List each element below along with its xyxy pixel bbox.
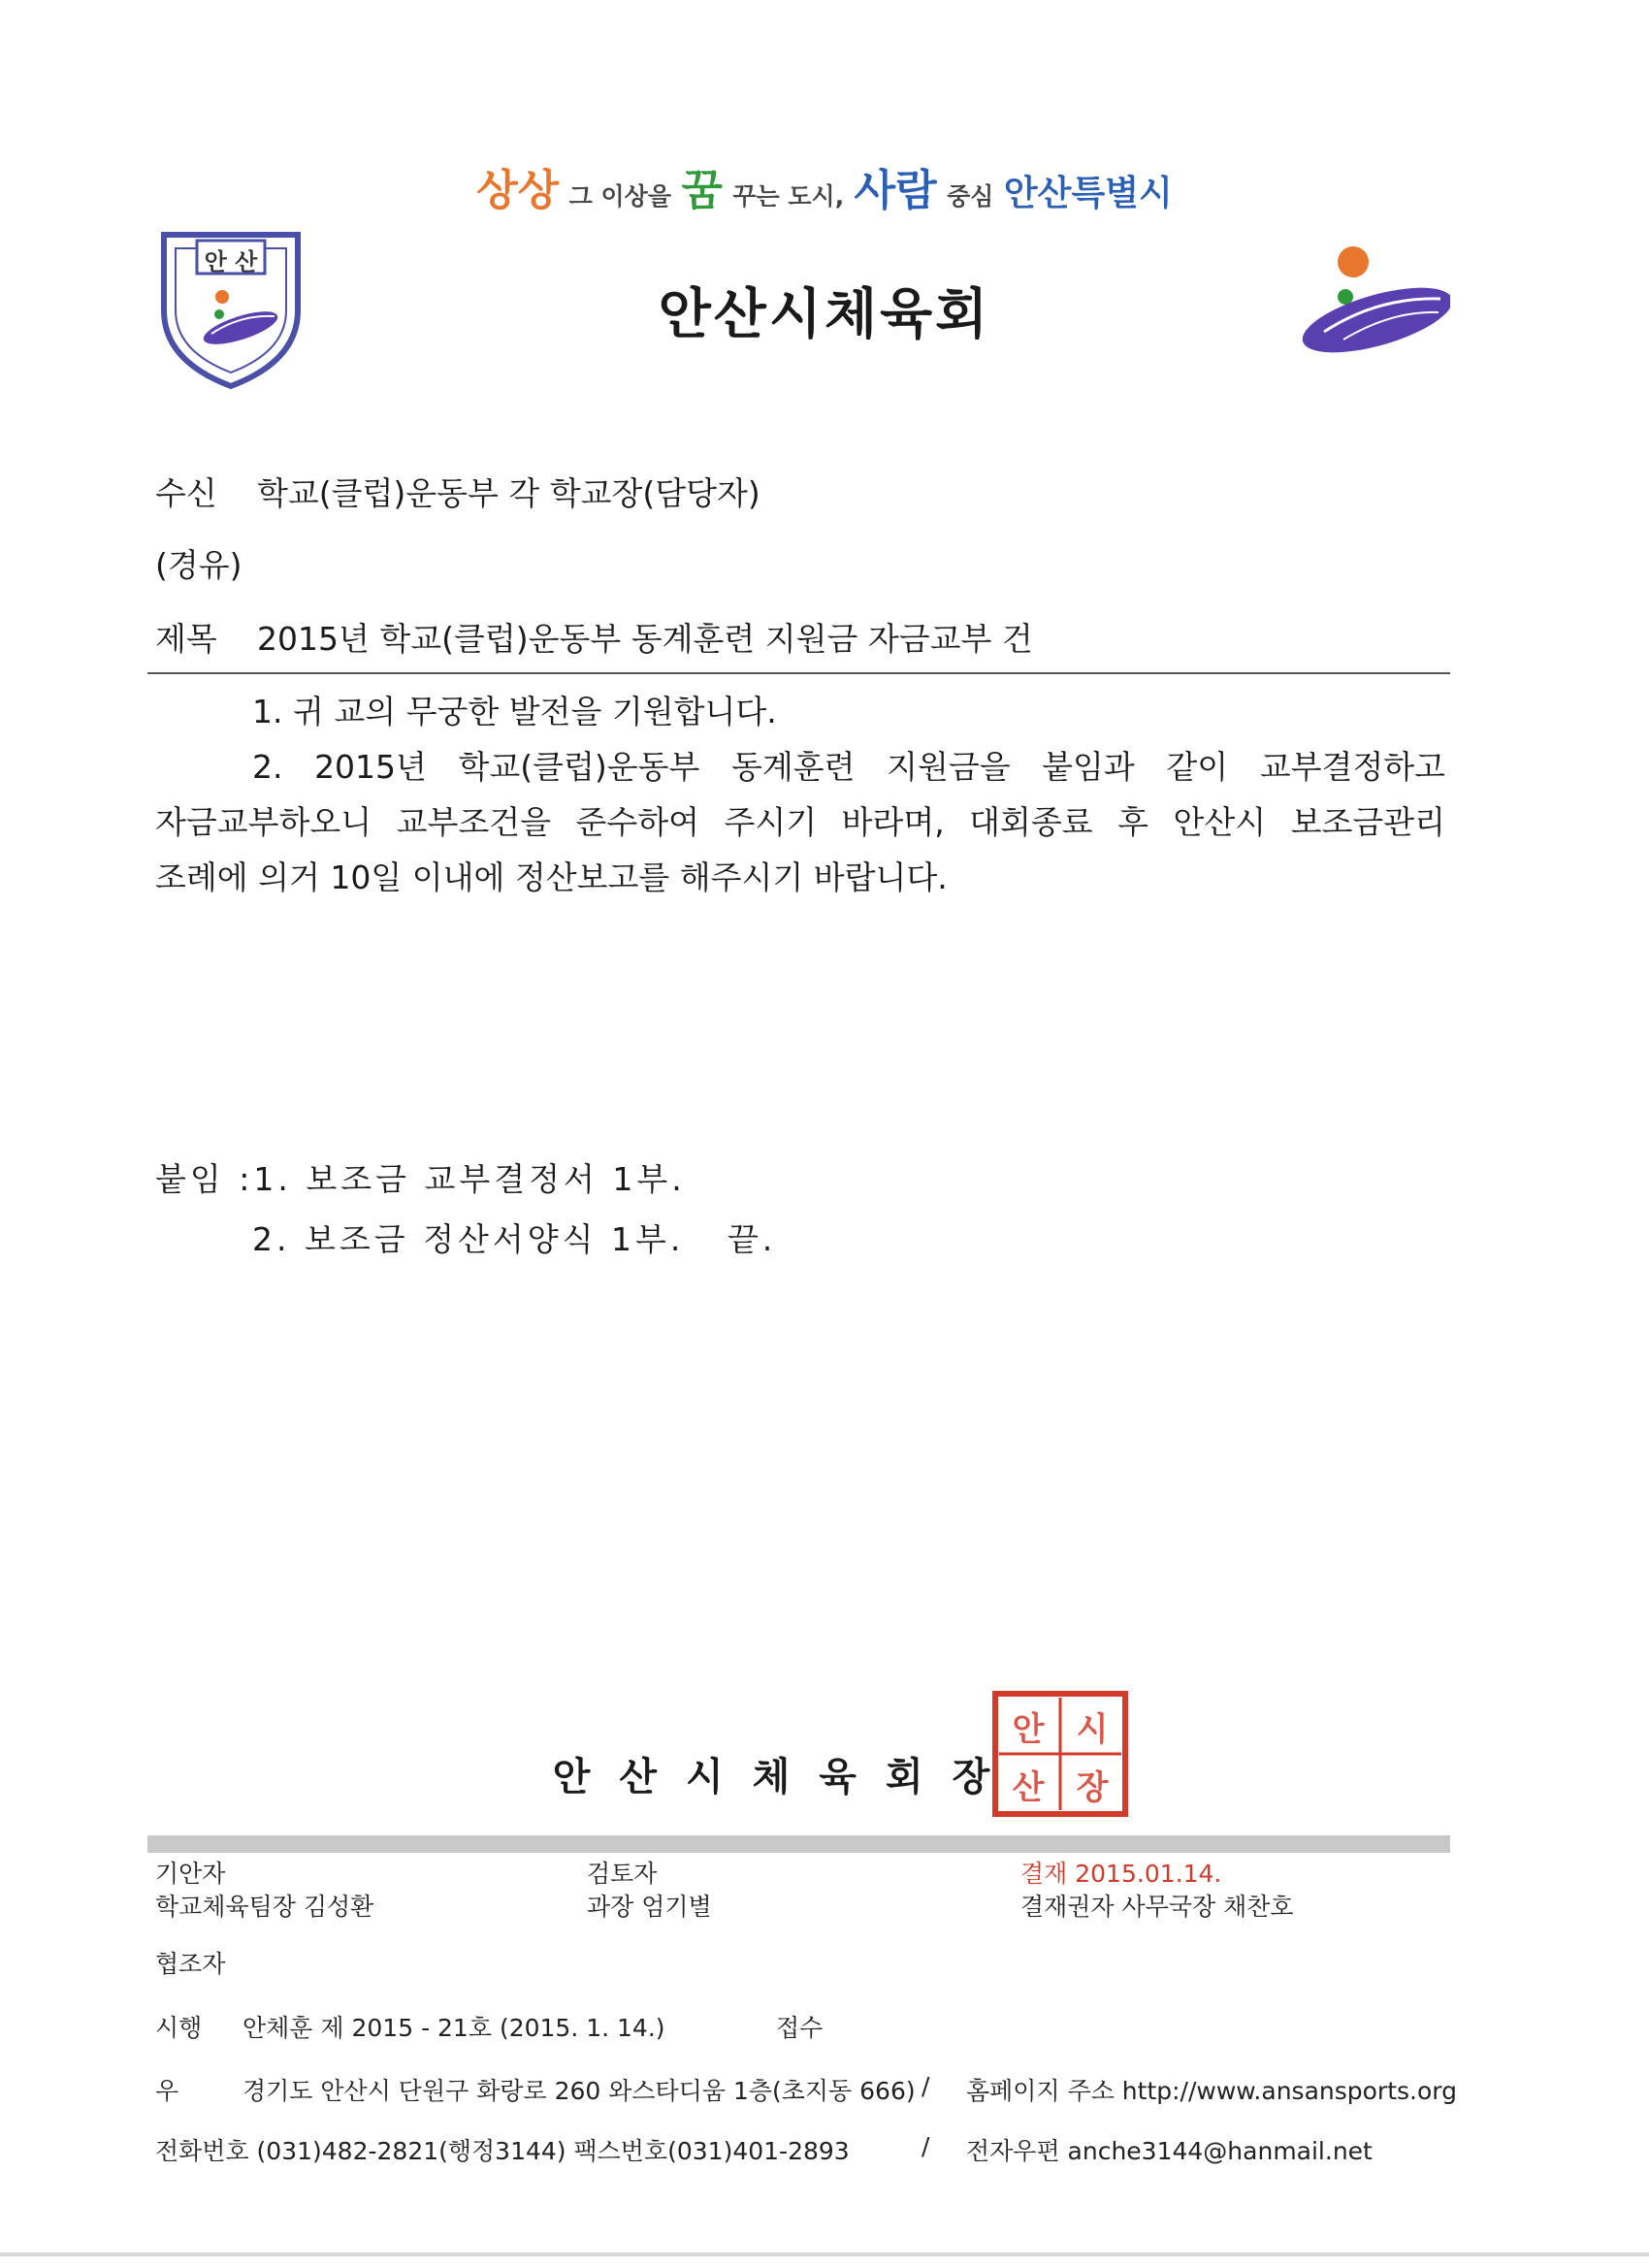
attachments — [155, 1150, 776, 1270]
subject-row — [155, 614, 1033, 660]
slogan-word-imagination: 상상 — [476, 166, 560, 215]
reviewer-label: 검토자 — [587, 1860, 658, 1888]
header-divider — [147, 672, 1450, 674]
slogan-text: 그 이상을 — [568, 182, 671, 211]
separator-slash: / — [922, 2072, 930, 2100]
page-bottom-edge — [0, 2252, 1649, 2256]
attachment-item-1: 1. 보조금 교부결정서 1부. — [253, 1160, 686, 1198]
phone-fax: 전화번호 (031)482-2821(행정3144) 팩스번호(031)401-2893 — [155, 2137, 850, 2165]
slogan-text: 중심 — [947, 182, 994, 211]
organization-title: 안산시체육회 — [658, 283, 991, 346]
recipient-value: 학교(클럽)운동부 각 학교장(담당자) — [257, 474, 760, 512]
cooperator-label: 협조자 — [155, 1950, 226, 1978]
address-label: 우 — [155, 2077, 179, 2105]
slogan-text: 꾸는 도시, — [732, 182, 845, 211]
subject-label: 제목 — [155, 620, 217, 658]
receipt-label: 접수 — [776, 2014, 824, 2042]
footer-divider-band — [147, 1835, 1450, 1853]
body-paragraph-1: 1. 귀 교의 무궁한 발전을 기원합니다. — [252, 693, 777, 730]
subject-value: 2015년 학교(클럽)운동부 동계훈련 지원금 자금교부 건 — [257, 620, 1033, 658]
drafter-label: 기안자 — [155, 1860, 226, 1888]
homepage-url: 홈페이지 주소 http://www.ansansports.org — [966, 2077, 1457, 2105]
svg-text:장: 장 — [1076, 1768, 1109, 1807]
document-body — [155, 684, 1445, 905]
via-row — [155, 540, 242, 586]
email-address: 전자우편 anche3144@hanmail.net — [966, 2137, 1373, 2165]
body-paragraph-2-line-3: 조례에 의거 10일 이내에 정산보고를 해주시기 바랍니다. — [155, 859, 948, 896]
body-paragraph-2-line-2: 자금교부하오니 교부조건을 준수하여 주시기 바라며, 대회종료 후 안산시 보조금관리 — [155, 803, 1445, 841]
approver-name: 결재권자 사무국장 채찬호 — [1020, 1893, 1294, 1921]
approval-date: 결재 2015.01.14. — [1020, 1860, 1222, 1888]
enforce-value: 안체훈 제 2015 - 21호 (2015. 1. 14.) — [242, 2014, 665, 2042]
recipient-label: 수신 — [155, 474, 217, 512]
attachment-line-2 — [155, 1210, 776, 1270]
svg-text:시: 시 — [1076, 1710, 1109, 1749]
attachments-label: 붙임 : — [155, 1160, 254, 1198]
body-paragraph-2-line-1: 2. 2015년 학교(클럽)운동부 동계훈련 지원금을 붙임과 같이 교부결정하고 — [252, 748, 1445, 786]
svg-text:안: 안 — [1012, 1710, 1045, 1749]
ansan-sports-logo-icon — [1285, 243, 1450, 369]
city-slogan — [0, 155, 1649, 217]
recipient-row — [155, 469, 760, 514]
slogan-word-dream: 꿈 — [681, 166, 723, 215]
address-value: 경기도 안산시 단원구 화랑로 260 와스타디움 1층(초지동 666) — [242, 2077, 916, 2105]
separator-slash: / — [922, 2132, 930, 2160]
attachment-item-2: 2. 보조금 정산서양식 1부. — [252, 1220, 685, 1258]
emblem-label: 안 산 — [204, 248, 258, 275]
signoff-title: 안산시체육회장 — [552, 1755, 1019, 1799]
svg-text:산: 산 — [1012, 1768, 1045, 1807]
attachment-line-1 — [155, 1150, 776, 1210]
via-label: (경유) — [155, 546, 242, 584]
slogan-city: 안산특별시 — [1003, 174, 1173, 213]
end-mark: 끝. — [727, 1220, 777, 1258]
drafter-name: 학교체육팀장 김성환 — [155, 1893, 374, 1921]
enforce-label: 시행 — [155, 2014, 203, 2042]
slogan-word-people: 사람 — [854, 166, 937, 215]
reviewer-name: 과장 엄기별 — [587, 1893, 712, 1921]
